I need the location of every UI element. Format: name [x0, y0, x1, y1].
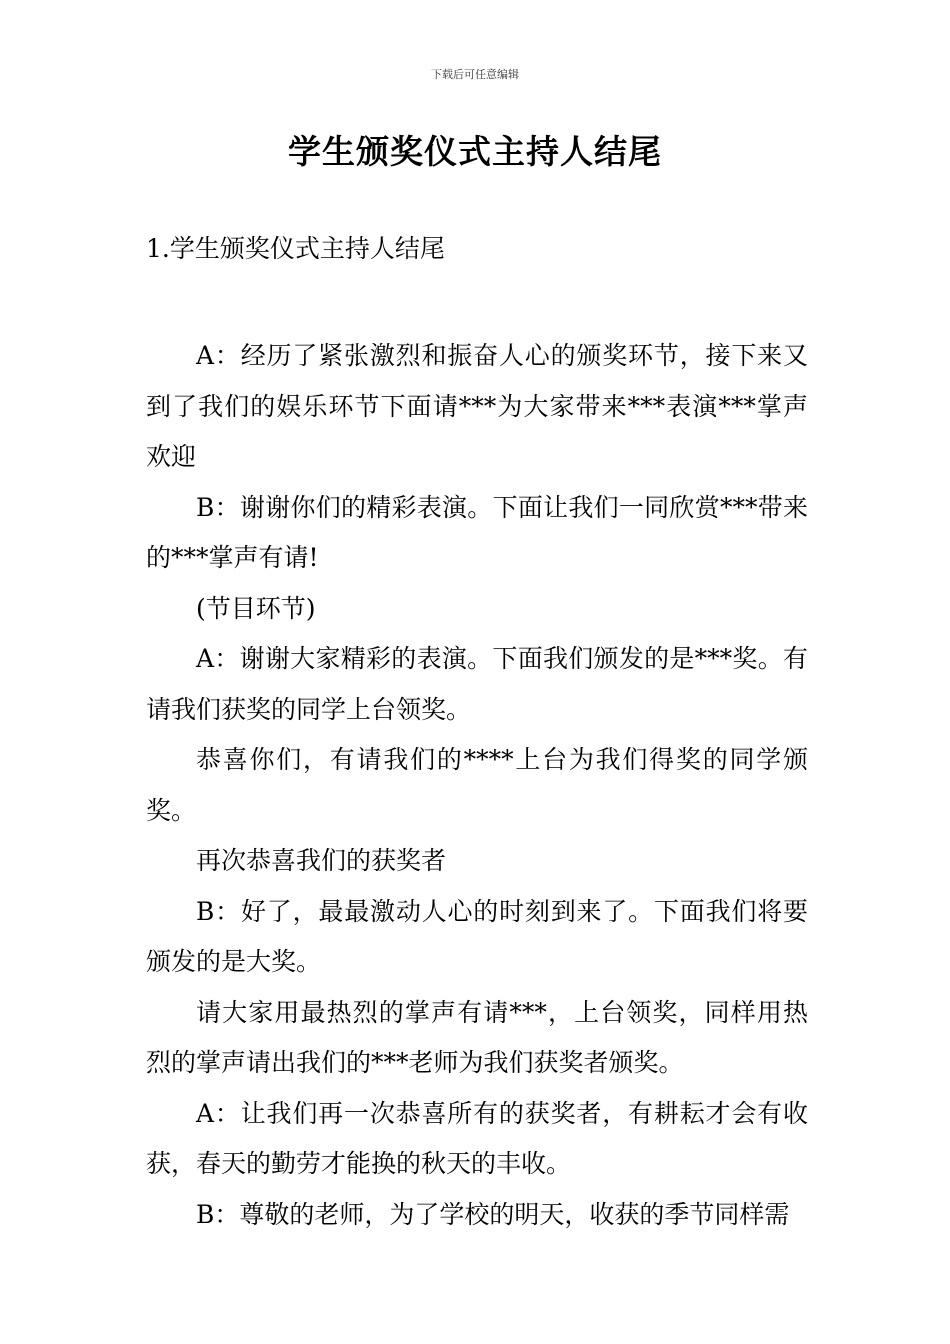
paragraph: (节目环节): [196, 593, 316, 623]
paragraph: A：让我们再一次恭喜所有的获奖者，有耕耘才会有收获，春天的勤劳才能换的秋天的丰收。: [146, 1098, 808, 1178]
page-header-note: 下载后可任意编辑: [431, 68, 519, 81]
paragraph: B：谢谢你们的精彩表演。下面让我们一同欣赏***带来的***掌声有请!: [146, 492, 808, 572]
paragraph: B：尊敬的老师，为了学校的明天，收获的季节同样需: [196, 1199, 790, 1229]
paragraph: A：谢谢大家精彩的表演。下面我们颁发的是***奖。有请我们获奖的同学上台领奖。: [146, 644, 808, 724]
paragraph: 请大家用最热烈的掌声有请***，上台领奖，同样用热烈的掌声请出我们的***老师为我们获奖者颁奖。: [146, 997, 808, 1077]
document-body: [146, 331, 808, 1240]
paragraph: 再次恭喜我们的获奖者: [196, 846, 447, 875]
paragraph: 恭喜你们，有请我们的****上台为我们得奖的同学颁奖。: [146, 745, 808, 825]
document-title: 学生颁奖仪式主持人结尾: [288, 132, 662, 171]
paragraph: B：好了，最最激动人心的时刻到来了。下面我们将要颁发的是大奖。: [146, 896, 808, 976]
section-heading: 1.学生颁奖仪式主持人结尾: [146, 234, 445, 263]
paragraph: A：经历了紧张激烈和振奋人心的颁奖环节，接下来又到了我们的娱乐环节下面请***为大家带来***表演***掌声欢迎: [146, 341, 808, 471]
